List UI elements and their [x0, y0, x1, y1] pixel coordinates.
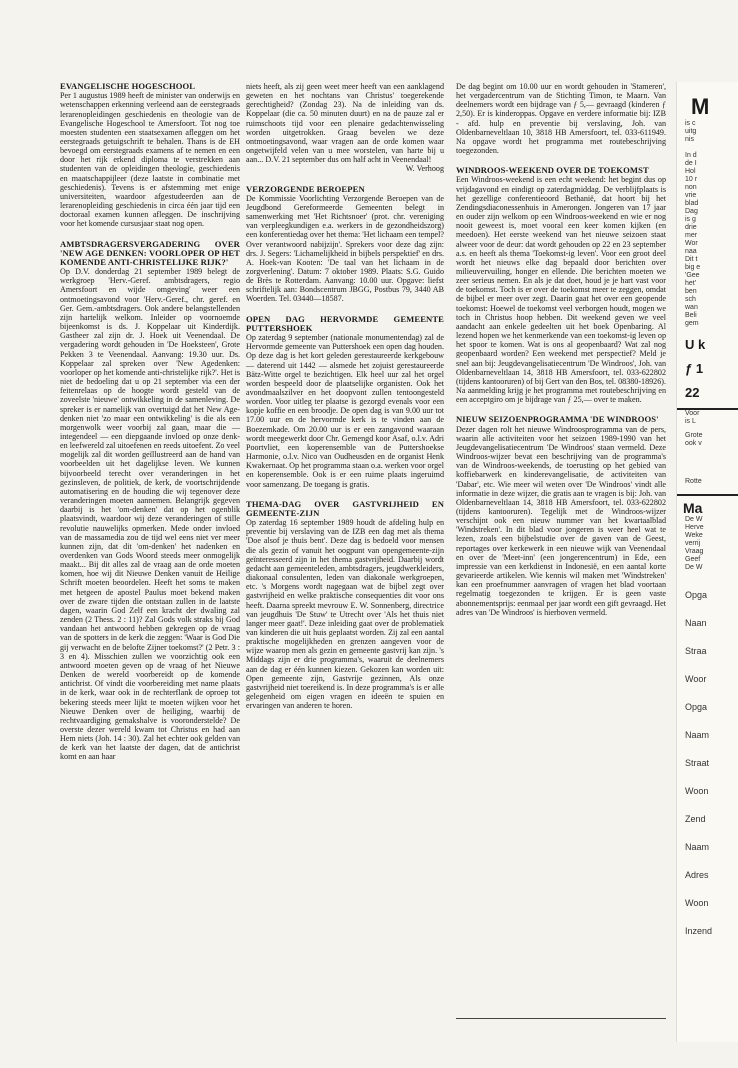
article-title: OPEN DAG HERVORMDE GEMEENTE PUTTERSHOEK: [246, 313, 444, 333]
article-title: EVANGELISCHE HOGESCHOOL: [60, 81, 196, 91]
form-field-label: Woon: [685, 786, 709, 796]
article-body: Een Windroos-weekend is een echt weekend: het begint dus op vrijdagavond en eindigt op zaterdagmiddag. De verblijfplaats is het gezellige conferentieoord Bethanië, dat hoort bij het Zendingsdiaconessenhuis in Amerongen. Jongeren van 17 jaar en ouder zijn welkom op een Windroos-weekend en wie er nog nooit geweest is, moet vooral een keer komen kijken (en meedoen). Het eerste weekend van het nieuwe seizoen staat alweer voor de deur: dat wordt gehouden op 22 en 23 september a.s. en heeft als thema 'Toekomst-ig leven'. Voor een groot deel wordt het nieuws elke dag bepaald door berichten over milieuvervuiling, honger en ellende. Die berichten moeten we zeer serieus nemen. En als je dat doet, houd je je hart vast voor de toekomst. Toch is er over de toekomst meer te zeggen, omdat de bijbel er meer over zegt. Daarin gaat het over een geopende toekomst: Hoewel de toekomst veel verborgen houdt, mogen we toch in Christus hoop hebben. Dit weekend geven we veel aandacht aan enkele gedeelten uit het boek Openbaring. Al lezend hopen we het kenmerkende van een toekomst-ig leven op het spoor te komen. Wat is ons al geopenbaard? Wat zal nog geopenbaard worden? Een weekend met perspectief? Meld je snel aan bij: Jeugdevangelisatiecentrum 'De Windroos', Joh. van Oldenbarneveltlaan 14, 3818 HB Amersfoort, tel. 033-622802 (tijdens kantooruren) of bij Gert van den Bos, tel. 08380-18926). Na aanmelding krijg je het programma met routebeschrijving en een acceptgiro om je bijdrage van ƒ 25,— over te maken.: [456, 175, 666, 405]
fragment-box-text: Voor: [685, 410, 700, 417]
article: [246, 185, 444, 304]
fragment-line: is g: [685, 216, 696, 223]
fragment-price: ƒ 1: [685, 361, 704, 376]
article: [456, 166, 666, 404]
article-body: De dag begint om 10.00 uur en wordt gehouden in 'Stameren', het vergadercentrum van de Stichting Timon, te Maarn. Van deelnemers wordt een bijdrage van ƒ 5,— gevraagd (kinderen ƒ 2,50). Er is kinderoppas. Opgave en verdere informatie bij: IZB - afd. hulp en preventie bij verslaving, Joh. van Oldenbarneveltlaan 10, 3818 HB Amersfoort, tel. 033-611949. Na opgave wordt het programma met routebeschrijving toegezonden.: [456, 82, 666, 156]
fragment-line: non: [685, 184, 697, 191]
fragment-line: Dit t: [685, 256, 698, 263]
fragment-box-text: is L: [685, 418, 696, 425]
article-title: THEMA-DAG OVER GASTVRIJHEID EN GEMEENTE-ZIJN: [246, 498, 444, 518]
article-title: NIEUW SEIZOENPROGRAMMA 'DE WINDROOS': [456, 414, 659, 425]
fragment-line: drie: [685, 224, 697, 231]
form-field-label: Opga: [685, 590, 708, 600]
article-body: Op zaterdag 16 september 1989 houdt de afdeling hulp en preventie bij verslaving van de IZB een dag met als thema 'Doe alsof je thuis bent'. Deze dag is bedoeld voor mensen die als gezin of vanuit het oogpunt van opengemeente-zijn geïnteresseerd zijn in het thema gastvrijheid. Daarbij wordt gedacht aan gemeenteleden, ambtsdragers, jeugdwerkleiders, diakonaal consulenten, leden van diakonale werkgroepen, etc. 's Morgens wordt nagegaan wat de bijbel zegt over gastvrijheid en welke praktische consequenties dit voor ons heeft. Daarna spreekt mevrouw E. W. Sonnenberg, directrice van jeugdhuis 'De Stuw' te Utrecht over 'Als het thuis niet langer meer gaat!'. Deze inleiding gaat over de problematiek van kinderen die uit huis geplaatst worden. Zij zal een aantal praktische mogelijkheden en grenzen aangeven voor de wijze waarop men als gezin en gemeente gastvrij kan zijn. 's Middags zijn er drie programma's, waaruit de deelnemers aan de dag er één kunnen kiezen. Gekozen kan worden uit: Open gemeente zijn, Gastvrije gezinnen, Als onze gastvrijheid niet toereikend is. In deze programma's is er alle gelegenheid om eigen vragen en ideeën te spuien en ervaringen van anderen te horen.: [246, 518, 444, 711]
fragment-heading: M: [691, 94, 710, 119]
fragment-line: nis: [685, 136, 694, 143]
fragment-line: naa: [685, 248, 697, 255]
form-field-label: Straa: [685, 646, 707, 656]
fragment-line: blad: [685, 200, 699, 207]
article-body: Per 1 augustus 1989 heeft de minister van onderwijs en wetenschappen erkenning verleend aan de eerstegraads lerarenopleidingen geschiedenis en theologie van de Evangelische Hogeschool te Amersfoort. Tot nog toe moesten studenten een staatsexamen afleggen om het eerstegraads getuigschrift te behalen. Thans is de EH bevoegd om eerstegraads examens af te nemen en een door het rijk erkend diploma te verstrekken aan studenten van de opleidingen theologie, geschiedenis en maatschappijleer (deze laatste in combinatie met geschiedenis). Tevens is er afstemming met enige universiteiten, waardoor afgestudeerden aan de lerarenopleiding geschiedenis in circa één jaar tijd een doctoraal examen kunnen afleggen. De inschrijving voor het komende cursusjaar staat nog open.: [60, 91, 240, 229]
article: [456, 415, 666, 616]
fragment-line: big e: [685, 264, 701, 271]
article: [246, 500, 444, 711]
fragment-line: Dag: [685, 208, 698, 215]
fragment-city: Rotte: [685, 478, 702, 485]
adjacent-page-fragment: [676, 82, 738, 1042]
article: [60, 240, 240, 762]
article-body: Op zaterdag 9 september (nationale monumentendag) zal de Hervormde gemeente van Puttershoek een open dag houden. Op deze dag is het kort geleden gerestaureerde kerkgebouw — daterend uit 1442 — alsmede het zojuist gerestaureerde Bätz-Witte orgel te bezichtigen. Elk heel uur zal het orgel worden bespeeld door de plaatselijke organisten. Ook het avondmaalszilver en het doopvont zullen tentoongesteld worden. Voor uitleg ter plaatse is gezorgd evenals voor een kopje koffie en een broodje. De open dag is van 9.00 uur tot 17.00 uur en de hervormde kerk is te vinden aan de Boezemkade. Om 20.00 uur is er een zangavond waaraan wordt meegewerkt door Chr. Gemengd koor Asaf, o.l.v. Adri Poortvliet, een koperensemble van de Puttershoekse Harmonie, o.l.v. Nico van Oudheusden en de organist Henk Kwakernaat. Op het programma staan o.a. werken voor orgel en koperensemble. Ook is er een ruime plaats ingeruimd voor samenzang. De toegang is gratis.: [246, 333, 444, 489]
column-2: [246, 82, 444, 716]
form-field-label: Straat: [685, 758, 710, 768]
column-3: [456, 82, 666, 623]
fragment-coupon-line: Weke: [685, 532, 703, 539]
fragment-coupon-line: De W: [685, 564, 703, 571]
form-field-label: Inzend: [685, 926, 713, 936]
form-field-label: Zend: [685, 814, 706, 824]
article: [246, 315, 444, 489]
article: [246, 82, 444, 174]
column-1: [60, 82, 240, 768]
fragment-coupon-line: De W: [685, 516, 703, 523]
form-field-label: Naam: [685, 730, 710, 740]
article: [456, 82, 666, 155]
form-field-label: Naam: [685, 842, 710, 852]
form-field-label: Naan: [685, 618, 707, 628]
fragment-text: [677, 120, 738, 328]
fragment-line: vrie: [685, 192, 697, 199]
fragment-coupon-title: Ma: [683, 500, 703, 516]
fragment-price: 22: [685, 385, 700, 400]
fragment-coupon-line: Vraag: [685, 548, 704, 555]
fragment-coupon-line: Herve: [685, 524, 704, 531]
fragment-coupon-line: verrij: [685, 540, 701, 547]
fragment-line: sch: [685, 296, 696, 303]
fragment-line: de I: [685, 160, 697, 167]
fragment-line: mer: [685, 232, 698, 239]
article-body: Dezer dagen rolt het nieuwe Windroosprogramma van de pers, waarin alle activiteiten voor het seizoen 1989-1990 van het Jeugdevangelisatiecentrum 'De Windroos' staan vermeld. Deze Windroos-wijzer bevat een beschrijving van de programma's van de Windroos-weekends, de toerusting op het gebied van koffiebarwerk en kinderevangelisatie, de activiteiten van 'Dabar', etc. Wie meer wil weten over 'De Windroos' vindt alle informatie in deze wijzer, die gratis aan te vragen is bij: Joh. van Oldenbarneveltlaan 14, 3818 HB Amersfoort, tel. 033-622802 (tijdens kantooruren). Tegelijk met de Windroos-wijzer verschijnt ook een nieuw nummer van het kwartaalblad 'Windstreken'. In dit blad voor jongeren is weer heel wat te lezen, zoals een bijbelstudie over de gaven van de Geest, reportages over kerkewerk in een nieuwe wijk van Veenendaal en over de 'Meet-inn' (een jongerencentrum) in Ede, een impressie van een kerkdienst in Indonesië, en een aantal korte gevarieerde artikelen. Wie kennis wil maken met 'Windstreken' kan een proefnummer aanvragen of vragen het blad voortaan regelmatig toegezonden te krijgen. Er is geen vaste abonnementsprijs: eenmaal per jaar wordt een gift gevraagd. Het adres van 'De Windroos' is hierboven vermeld.: [456, 424, 666, 617]
fragment-coupon-text: [677, 516, 738, 572]
fragment-line: gem: [685, 320, 699, 327]
column-end-rule: [456, 1018, 666, 1019]
form-field-label: Woor: [685, 674, 707, 684]
form-field-label: Woon: [685, 898, 709, 908]
fragment-form: [677, 590, 738, 936]
fragment-line: wan: [685, 304, 698, 311]
fragment-line: 10 r: [685, 176, 698, 183]
article-body: De Kommissie Voorlichting Verzorgende Beroepen van de Jeugdbond Gereformeerde Gemeenten belegt in samenwerking met 'Het Richtsnoer' (prot. chr. vereniging van verpleegkundigen e.a. werkers in de gezondheidszorg) een konferentiedag over het thema: 'Het lichaam een tempel? Over verantwoord nabijzijn'. Sprekers voor deze dag zijn: drs. J. Segers: 'Lichamelijkheid in bijbels perspektief' en drs. A. Hoek-van Kooten: 'De taal van het lichaam in de zorgverlening'. Datum: 7 oktober 1989. Plaats: S.G. Guido de Brès te Rotterdam. Aanvang: 10.00 uur. Opgave: liefst schriftelijk aan: Bondscentrum JBGG, Postbus 79, 3440 AB Woerden. Tel. 03440—18587.: [246, 193, 444, 304]
article-title: VERZORGENDE BEROEPEN: [246, 183, 365, 194]
form-field-label: Opga: [685, 702, 708, 712]
article-title: WINDROOS-WEEKEND OVER DE TOEKOMST: [456, 165, 649, 176]
fragment-coupon-line: Geef: [685, 556, 701, 563]
fragment-line: ben: [685, 288, 697, 295]
fragment-box-text: ook v: [685, 440, 702, 447]
fragment-line: uitg: [685, 128, 697, 135]
article: [60, 82, 240, 229]
fragment-line: Beli: [685, 312, 697, 319]
fragment-line: Wor: [685, 240, 698, 247]
fragment-box-text: Grote: [685, 432, 703, 439]
article-body: Op D.V. donderdag 21 september 1989 belegt de werkgroep 'Herv.-Geref. ambtsdragers, regio Amersfoort en wijde omgeving' weer een ontmoetingsavond voor 'Herv.-Geref., chr. geref. en Ger. Gem.-ambtsdragers. Ook andere belangstellenden zijn hartelijk welkom. Inleider op voornoemde bijeenkomst is ds. J. Koppelaar uit Kinderdijk. Gastheer zal zijn dr. J. Hoek uit Veenendaal. De vergadering wordt gehouden in 'De Hoeksteen', Grote Pekken 3 te Veenendaal. Aanvang: 19.30 uur. Ds. Koppelaar zal spreken over 'New Agedenken: voorloper op het komende anti-christelijke rijk?'. Het is niet de bedoeling dat u op 21 september via een der feitenrelaas op de hoogte wordt gesteld van de zoveelste 'nieuwe' ontwikkeling in de samenleving. De spreker is er namelijk van overtuigd dat het New Age-denken niet 'zo maar een ontwikkeling' is die als een morgenwolk weer voorbij zal gaan, maar die — integendeel — een diepgaande invloed op onze denk- en leefwereld zal uitoefenen en reeds uitoefent. Zo veel mogelijk zal dit worden geïllustreerd aan de hand van voorbeelden uit het dagelijkse leven. We kunnen bijvoorbeeld terecht over veranderingen in het gezinsleven, de politiek, de kerk, de voortschrijdende automatisering en de houding die wij tegenover deze veranderingen moeten aannemen. Belangrijk gegeven daarbij is het 'om-denken' dat op het ogenblik plaatsvindt, waardoor wij deze veranderingen of stille revolutie nauwelijks opmerken. Mede onder invloed van de massamedia zou de tijd wel eens niet ver meer kunnen zijn, dat dit 'om-denken' het nadenken en overdenken van Gods Woord steeds meer onmogelijk maakt... Bij dit alles zal de vraag aan de orde moeten komen, hoe wij dit Nieuwe Denken vanuit de Heilige Schrift moeten beoordelen. Heeft het soms te maken met hetgeen de apostel Paulus moet bekend maken over de zware tijden die ontstaan zullen in de laatste dagen, waarin God Zelf een kracht der dwaling zal zenden (2 Thess. 2 : 11)? Zal Gods volk straks bij God vandaan het antwoord hebben gekregen op de vraag van de spotters in de kerk die zeggen: 'Waar is God Die gij verwacht en de belofte Zijner toekomst?' (2 Petr. 3 : 3 en 4). Misschien zullen we voorzichtig ook een antwoord moeten geven op de vraag of het Nieuwe Denken de wereld voorbereidt op de komende antichrist. Of vindt die voorbereiding met name plaats in de kerk, waar ook in de rechterflank de oproep tot bekering steeds meer lijkt te moeten wijken voor het Nieuwe Denken over de heiliging, waarbij de rechtvaardiging gemakshalve is vooronderstelde? De overste dezer wereld kwam tot Christus en had aan Hem niets (Joh. 14 : 30). Zal het echter ook gelden van de kerk van het laatste der dagen, dat de antichrist komt en aan haar: [60, 267, 240, 762]
fragment-line: 'Gee: [685, 272, 700, 279]
fragment-price-label: U k: [685, 337, 706, 352]
form-field-label: Adres: [685, 870, 709, 880]
fragment-line: Hol: [685, 168, 696, 175]
article-title: AMBTSDRAGERSVERGADERING OVER 'NEW AGE DENKEN: VOORLOPER OP HET KOMENDE ANTI-CHRISTELIJKE RIJK?': [60, 238, 240, 267]
fragment-line: het': [685, 280, 697, 287]
fragment-line: is c: [685, 120, 696, 127]
fragment-line: In d: [685, 152, 697, 159]
article-body: niets heeft, als zij geen weet meer heeft van een aanklagend geweten en het nochtans van Christus' toegerekende gerechtigheid? (Zondag 23). Na de inleiding van ds. Koppelaar (die ca. 50 minuten duurt) en na de pauze zal er ruimschoots tijd voor een plenaire gedachtenwisseling worden uitgetrokken. Graag bevelen we deze ontmoetingsavond, waar vragen aan de orde komen waar ongetwijfeld velen van u mee worstelen, van harte bij u aan... D.V. 21 september dus om half acht in Veenendaal!: [246, 82, 444, 165]
fragment-line: [685, 144, 738, 152]
article-signature: W. Verhoog: [405, 164, 444, 174]
